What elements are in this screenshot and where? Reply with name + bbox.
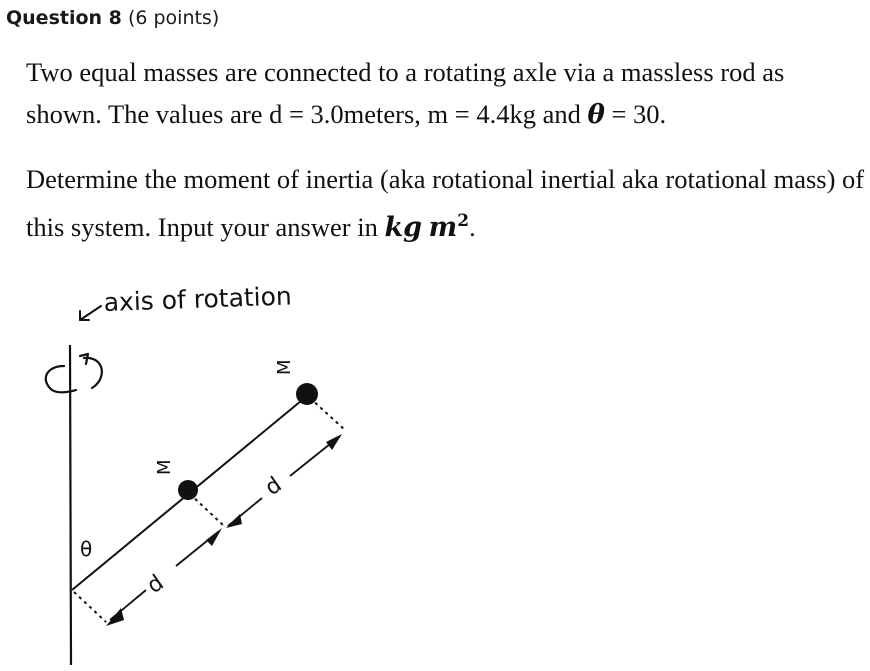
rotation-direction-icon [46, 354, 102, 392]
dimension-line-2 [228, 436, 340, 526]
angle-label: θ [80, 537, 93, 561]
problem-statement [26, 51, 866, 136]
unit-exponent: 2 [457, 211, 470, 231]
rotation-axis [70, 345, 71, 665]
question-header [6, 6, 219, 30]
mass-label-near: M [154, 459, 175, 475]
axis-label-arrow [80, 306, 101, 320]
unit-kg: kg [384, 212, 423, 243]
problem-text: Two equal masses are connected to a rotating axle via a massless rod as shown. The values are d = 3.0meters, m = 4.4kg and [26, 57, 785, 129]
theta-symbol: θ [587, 100, 605, 130]
distance-label-far: d [260, 472, 287, 501]
theta-value: = 30. [604, 99, 667, 129]
question-points: (6 points) [127, 7, 220, 29]
dimension-arrowhead [106, 608, 124, 626]
mass-near [178, 480, 198, 500]
question-title: Question 8 [6, 7, 122, 29]
axis-of-rotation-label: axis of rotation [103, 281, 293, 317]
problem-prompt [26, 158, 866, 249]
mass-label-far: M [274, 359, 295, 375]
unit-m: $m^2$ [428, 211, 470, 243]
dimension-arrowhead [226, 514, 242, 528]
dimension-arrowhead [206, 528, 222, 546]
rotation-diagram [0, 270, 870, 671]
mass-far [296, 383, 318, 405]
dimension-extension-lines [74, 398, 345, 622]
prompt-text: Determine the moment of inertia (aka rotational inertial aka rotational mass) of this system. Input your answer in [26, 164, 865, 242]
distance-label-near: d [142, 570, 169, 599]
dimension-arrowhead [326, 434, 342, 450]
prompt-end: . [469, 212, 476, 242]
